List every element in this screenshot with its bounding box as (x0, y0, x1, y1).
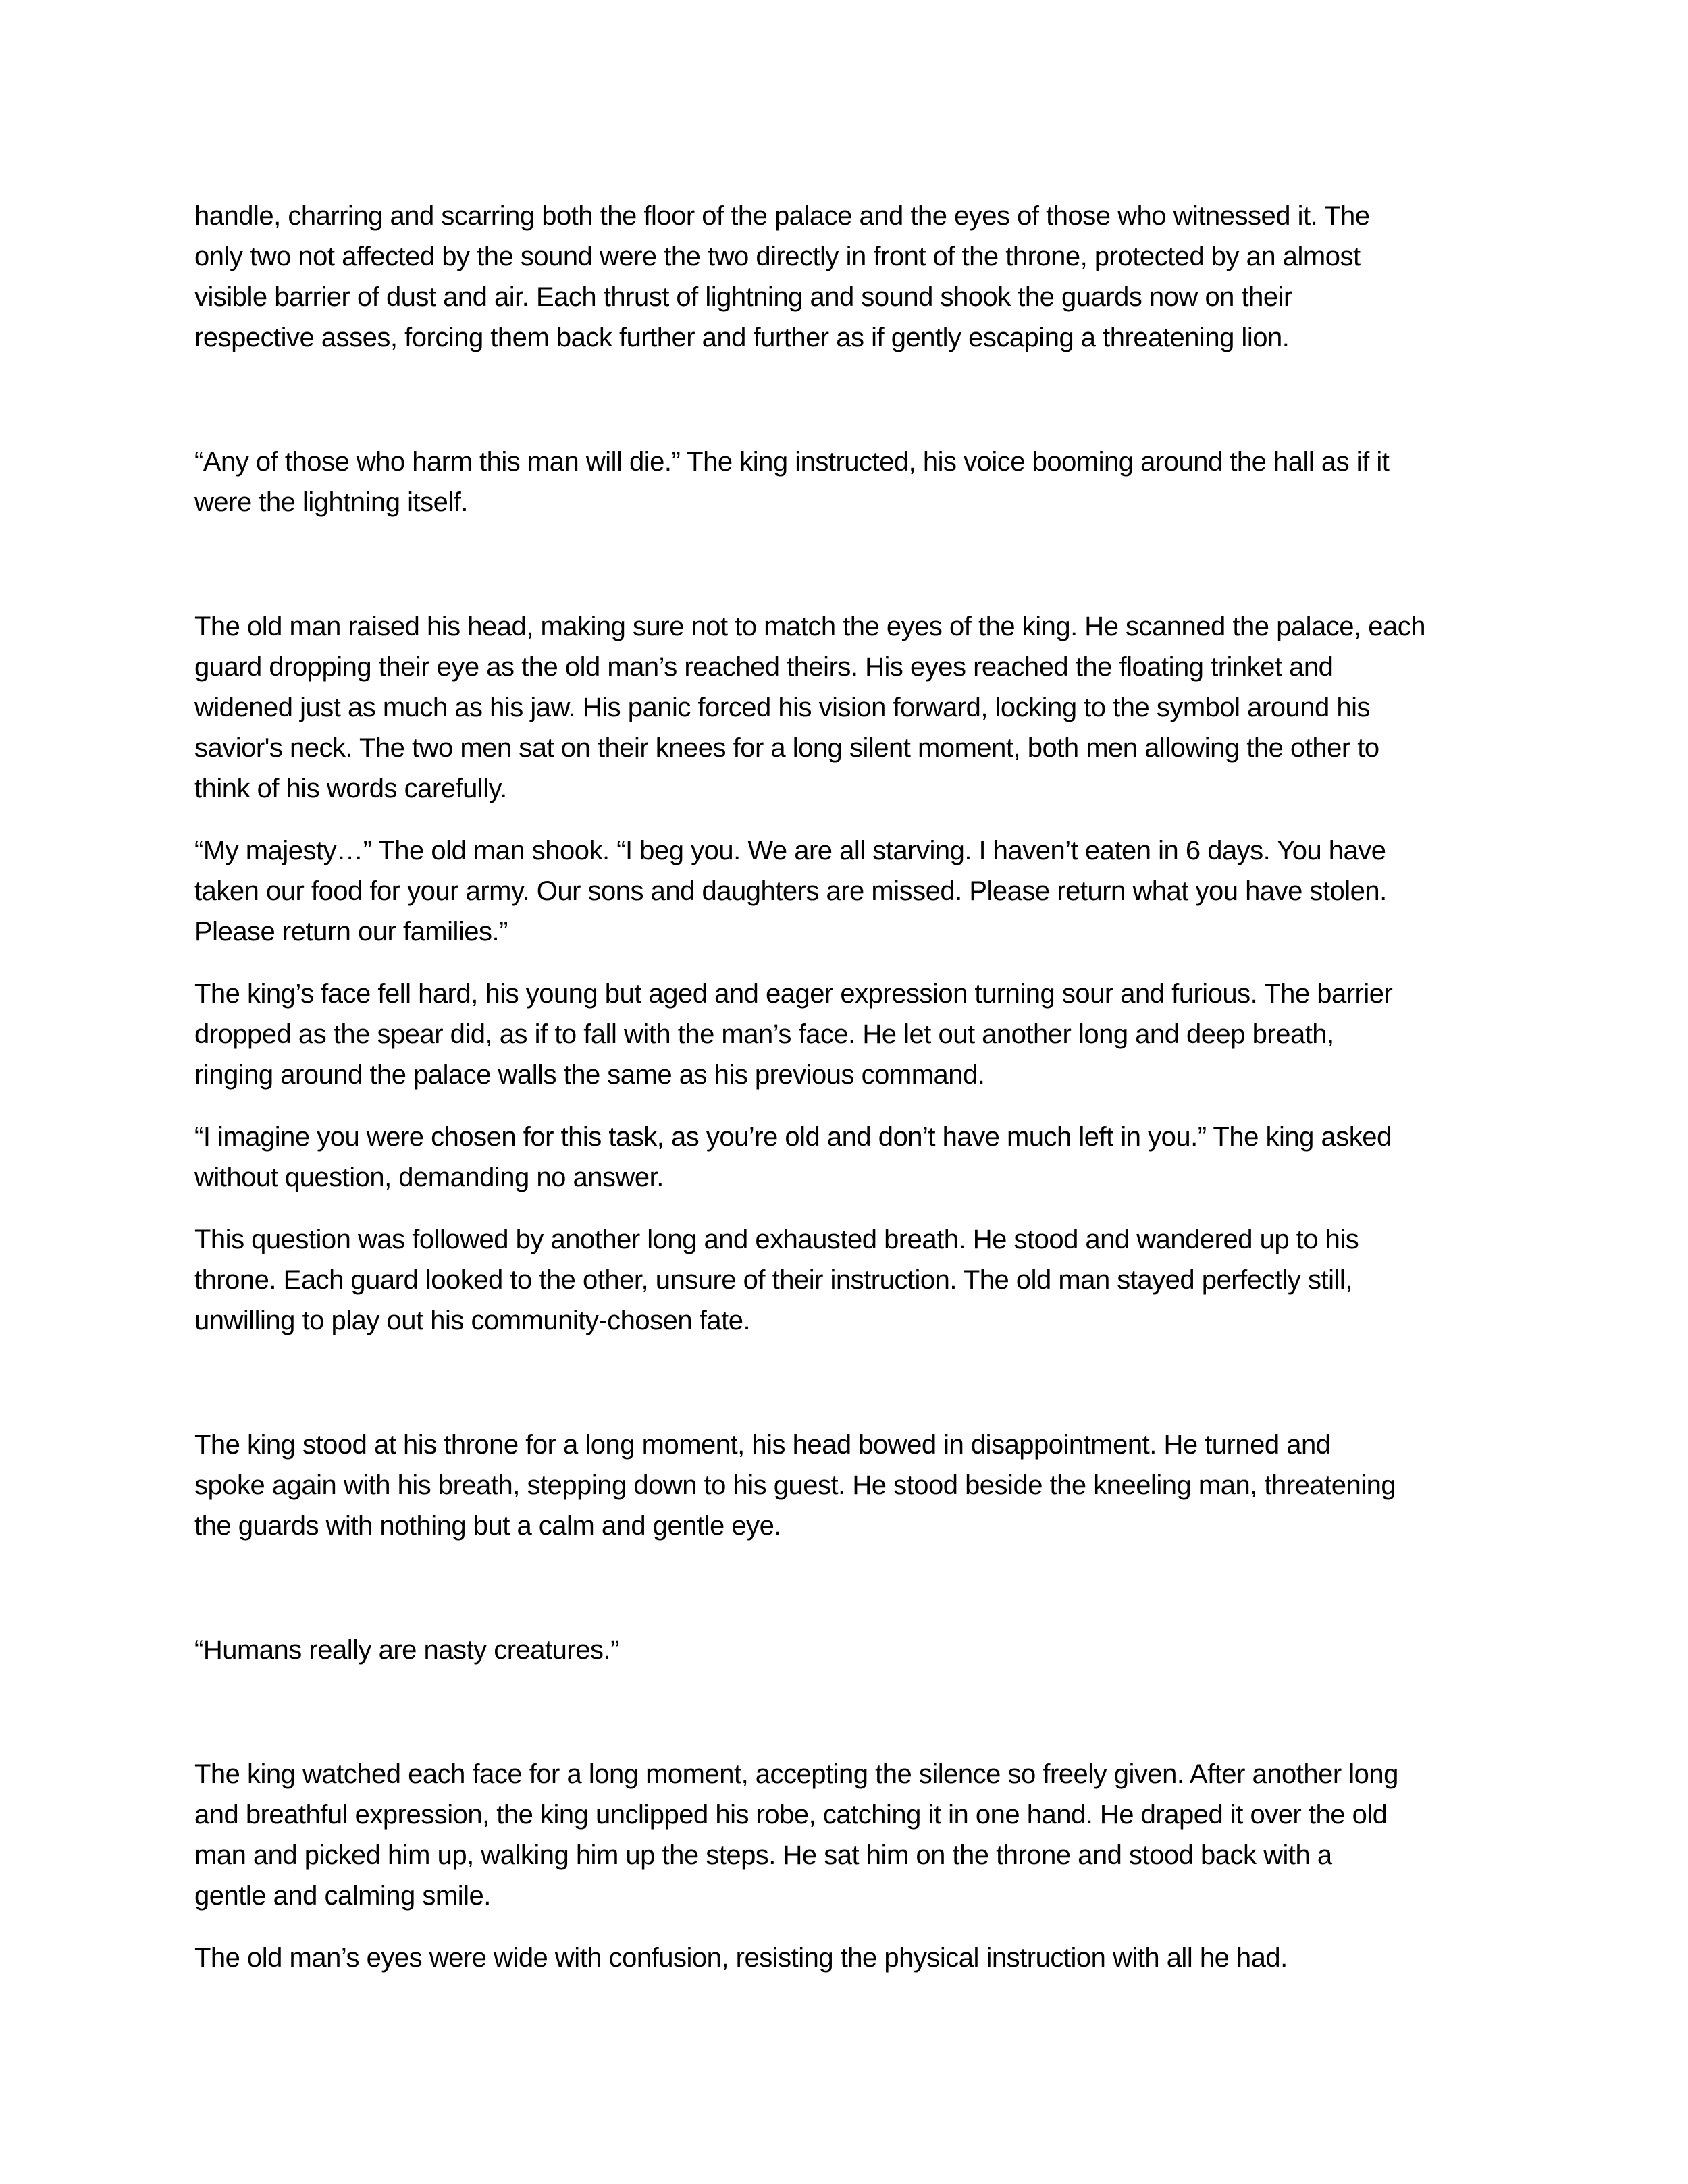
text-line: guard dropping their eye as the old man’s reached theirs. His eyes reached the floating trinket and (194, 652, 1334, 682)
text-line: and breathful expression, the king unclipped his robe, catching it in one hand. He draped it over the old (194, 1800, 1388, 1830)
text-line: Please return our families.” (194, 917, 508, 947)
text-line: The king stood at his throne for a long moment, his head bowed in disappointment. He turned and (194, 1430, 1331, 1460)
paragraph (194, 1630, 1498, 1670)
text-line: dropped as the spear did, as if to fall with the man’s face. He let out another long and deep breath, (194, 1019, 1334, 1049)
text-line: The old man’s eyes were wide with confusion, resisting the physical instruction with all he had. (194, 1943, 1288, 1973)
text-line: taken our food for your army. Our sons and daughters are missed. Please return what you have stolen. (194, 876, 1387, 906)
text-line: handle, charring and scarring both the floor of the palace and the eyes of those who witnessed it. The (194, 201, 1370, 231)
empty-paragraph (194, 379, 1498, 420)
text-line: without question, demanding no answer. (194, 1163, 664, 1192)
text-line: unwilling to play out his community-chosen fate. (194, 1306, 751, 1335)
text-line: gentle and calming smile. (194, 1881, 491, 1911)
text-line: throne. Each guard looked to the other, unsure of their instruction. The old man stayed perfectly still, (194, 1265, 1352, 1295)
paragraph (194, 1219, 1498, 1341)
paragraph (194, 830, 1498, 952)
paragraph (194, 196, 1498, 358)
paragraph (194, 974, 1498, 1095)
text-line: “Any of those who harm this man will die.” The king instructed, his voice booming around the hall as if it (194, 447, 1390, 477)
text-line: The king’s face fell hard, his young but aged and eager expression turning sour and furious. The barrier (194, 979, 1393, 1009)
text-line: savior's neck. The two men sat on their knees for a long silent moment, both men allowing the other to (194, 733, 1379, 763)
text-line: The king watched each face for a long moment, accepting the silence so freely given. After another long (194, 1759, 1398, 1789)
text-line: “My majesty…” The old man shook. “I beg you. We are all starving. I haven’t eaten in 6 days. You have (194, 836, 1386, 865)
text-line: The old man raised his head, making sure not to match the eyes of the king. He scanned the palace, each (194, 612, 1425, 641)
paragraph (194, 1117, 1498, 1198)
text-line: only two not affected by the sound were the two directly in front of the throne, protected by an almost (194, 242, 1361, 271)
text-line: man and picked him up, walking him up the steps. He sat him on the throne and stood back with a (194, 1840, 1332, 1870)
empty-paragraph (194, 1692, 1498, 1732)
text-line: widened just as much as his jaw. His panic forced his vision forward, locking to the symbol around his (194, 693, 1370, 722)
text-line: respective asses, forcing them back further and further as if gently escaping a threatening lion. (194, 323, 1290, 352)
text-line: spoke again with his breath, stepping down to his guest. He stood beside the kneeling man, threatening (194, 1470, 1396, 1500)
text-line: visible barrier of dust and air. Each thrust of lightning and sound shook the guards now on their (194, 282, 1292, 312)
document-body (194, 196, 1498, 2000)
text-line: This question was followed by another long and exhausted breath. He stood and wandered up to his (194, 1225, 1359, 1254)
text-line: think of his words carefully. (194, 774, 507, 803)
paragraph (194, 442, 1498, 523)
empty-paragraph (194, 1568, 1498, 1608)
paragraph (194, 1424, 1498, 1546)
text-line: were the lightning itself. (194, 487, 469, 517)
text-line: the guards with nothing but a calm and gentle eye. (194, 1511, 781, 1541)
empty-paragraph (194, 544, 1498, 585)
paragraph (194, 1754, 1498, 1916)
empty-paragraph (194, 1362, 1498, 1403)
paragraph (194, 606, 1498, 809)
text-line: ringing around the palace walls the same as his previous command. (194, 1060, 985, 1090)
paragraph (194, 1938, 1498, 1978)
text-line: “Humans really are nasty creatures.” (194, 1635, 619, 1665)
text-line: “I imagine you were chosen for this task, as you’re old and don’t have much left in you.” The king asked (194, 1122, 1392, 1152)
